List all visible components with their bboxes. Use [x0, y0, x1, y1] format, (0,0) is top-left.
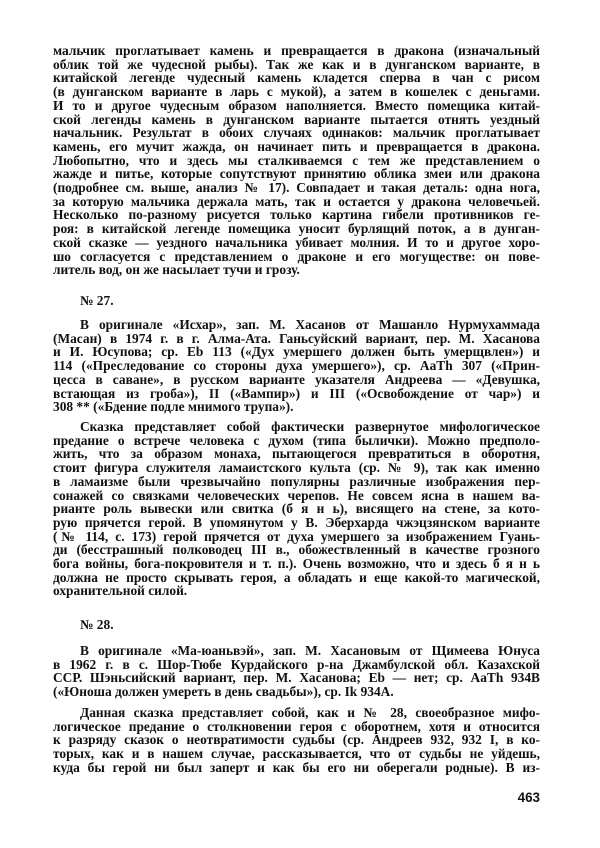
paragraph-line: предание о встрече человека с духом (типа былички). Можно предполо-	[53, 432, 540, 448]
paragraph-line: ССР. Шэньсийский вариант, пер. М. Хасанова; Eb — нет; ср. AaTh 934B	[53, 670, 540, 686]
paragraph-line: торых, как и в нашем случае, рассказывается, что от судьбы не уйдешь,	[53, 746, 540, 762]
paragraph-line: Несколько по-разному рисуется только картина гибели противников ге-	[53, 207, 540, 223]
paragraph-line: мальчик проглатывает камень и превращается в дракона (изначальный	[53, 43, 540, 58]
paragraph-line: литель вод, он же насылает тучи и грозу.	[53, 262, 300, 278]
paragraph-line: Сказка представляет собой фактически развернутое мифологическое	[80, 419, 540, 434]
paragraph-line: ской легенды камень в дунганском варианте пытается отнять уездный	[53, 111, 540, 127]
paragraph-line: сонажей со связками человеческих черепов. Не совсем ясна в нашем ва-	[53, 487, 540, 503]
paragraph-line: и И. Юсупова; ср. Eb 113 («Дух умершего должен быть умерщвлен») и	[53, 344, 540, 360]
paragraph-line: должна не просто скрывать героя, а обладать и еще какой-то магической,	[53, 569, 540, 585]
paragraph-line: жить, что за образом монаха, пытающегося превратиться в оборотня,	[53, 446, 540, 462]
paragraph-line: встающая из гроба»), II («Вампир») и III («Освобождение от чар») и	[53, 385, 540, 401]
paragraph-line: Данная сказка представляет собой, как и № 28, своеобразное мифо-	[80, 705, 540, 720]
paragraph-line: логическое предание о столкновении героя с оборотнем, хотя и относится	[53, 718, 540, 734]
paragraph-line: камень, его мучит жажда, он начинает пить и превращается в дракона.	[53, 138, 540, 154]
paragraph-line: 308 ** («Бдение подле мнимого трупа»).	[53, 399, 294, 415]
paragraph-line: цесса в саване», в русском варианте указателя Андреева — «Девушка,	[53, 371, 540, 387]
paragraph-line: шо согласуется с представлением о драконе и его могуществе: он пове-	[53, 248, 540, 264]
paragraph-line: за которую мальчика держала мать, так и остается у дракона человечьей.	[53, 193, 540, 209]
paragraph-line: ской сказке — уездного начальника убивает молния. И то и другое хоро-	[53, 234, 540, 250]
paragraph-line: («Юноша должен умереть в день свадьбы»), ср. Ik 934A.	[53, 684, 394, 700]
section-heading: № 27.	[80, 293, 114, 308]
paragraph-line: стоит фигура служителя ламаистского культа (ср. № 9), так как именно	[53, 460, 540, 476]
paragraph-line: 114 («Преследование со стороны духа умершего»), ср. AaTh 307 («Прин-	[53, 358, 540, 374]
paragraph-line: бога войны, бога-покровителя и т. п.). Очень возможно, что и здесь б я н ь	[53, 556, 540, 571]
paragraph-line: В оригинале «Ма-юаньвэй», зап. М. Хасановым от Щимеева Юнуса	[80, 643, 540, 658]
page-number: 463	[517, 790, 540, 805]
paragraph-line: начальник. Результат в обоих случаях одинаков: мальчик проглатывает	[53, 125, 540, 141]
paragraph-line: Любопытно, что и здесь мы сталкиваемся с тем же представлением о	[53, 152, 540, 168]
paragraph-line: ди (бесстрашный полководец III в., обожествленный в качестве грозного	[53, 542, 540, 558]
paragraph-line: рую прячется герой. В упомянутом у В. Эберхарда чжэцзянском варианте	[53, 514, 540, 530]
paragraph-line: В оригинале «Исхар», зап. М. Хасанов от Машанло Нурмухаммада	[80, 317, 540, 332]
section-heading: № 28.	[80, 617, 114, 632]
paragraph-line: к разряду сказок о неотвратимости судьбы (ср. Андреев 932, 932 I, в ко-	[53, 732, 540, 748]
paragraph-line: облик той же чудесной рыбы). Так же как и в дунганском варианте, в	[53, 56, 540, 72]
paragraph-line: (в дунганском варианте в ларь с мукой), а затем в кошелек с деньгами.	[53, 84, 540, 100]
paragraph-line: (подробнее см. выше, анализ № 17). Совпадает и такая деталь: одна нога,	[53, 180, 540, 195]
paragraph-line: в ламаизме были чрезвычайно популярны различные изображения пер-	[53, 473, 540, 489]
paragraph-line: роя: в китайской легенде помещика уносит бурлящий поток, а в дунган-	[53, 221, 540, 237]
paragraph-line: И то и другое чудесным образом наполняется. Вместо помещика китай-	[53, 97, 540, 113]
paragraph-line: рианте роль вывески или свитка (б я н ь), висящего на стене, за кото-	[53, 501, 540, 517]
paragraph-line: в 1962 г. в с. Шор-Тюбе Курдайского р-на Джамбулской обл. Казахской	[53, 656, 540, 672]
paragraph-line: охранительной силой.	[53, 583, 188, 599]
paragraph-line: жажде и питье, которые сопутствуют принятию облика змеи или дракона	[53, 166, 540, 182]
paragraph-line: (№ 114, с. 173) герой прячется от духа умершего за изображением Гуань-	[53, 528, 540, 544]
paragraph-line: китайской легенде чудесный камень кладется сперва в чан с рисом	[53, 70, 540, 86]
paragraph-line: куда бы герой ни был заперт и как бы его ни оберегали родные). В из-	[53, 759, 540, 775]
paragraph-line: (Масан) в 1974 г. в г. Алма-Ата. Ганьсуйский вариант, пер. М. Хасанова	[53, 330, 540, 346]
